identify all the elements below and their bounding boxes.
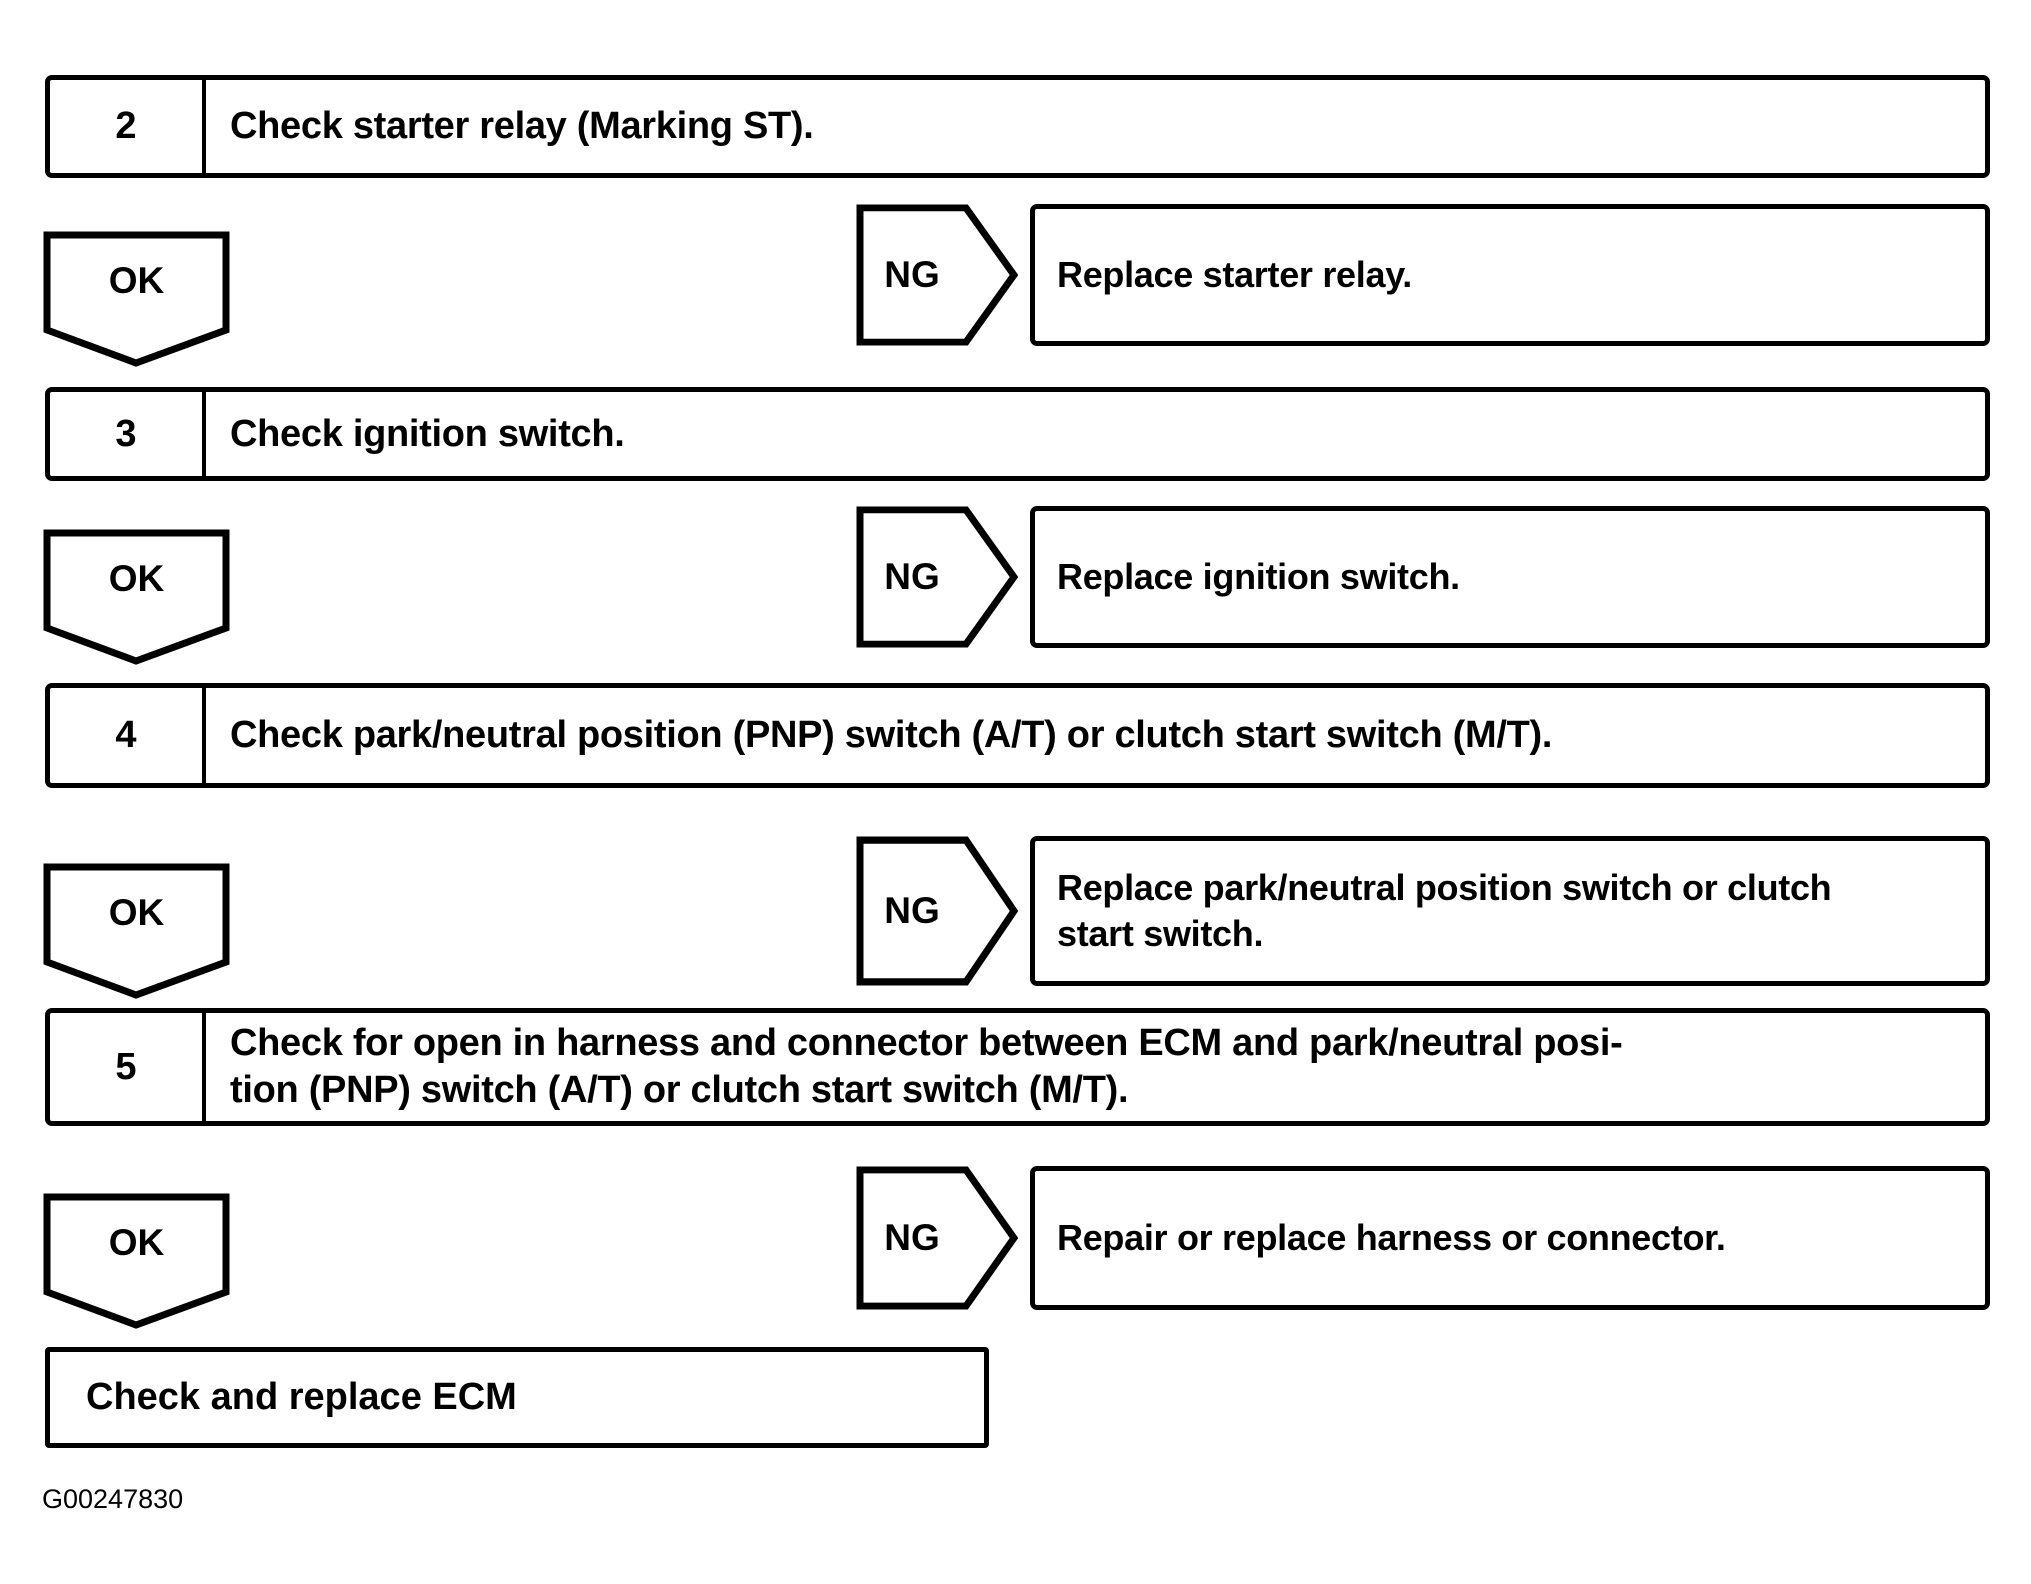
figure-id: G00247830: [42, 1484, 184, 1514]
ok-connector-4: [43, 1193, 230, 1329]
result-text-1-line-1: Replace starter relay.: [1057, 254, 1412, 295]
ok-connector-1: [43, 231, 230, 367]
step-number-5: 5: [50, 1013, 206, 1121]
step-instruction-2-line-1: Check starter relay (Marking ST).: [230, 105, 814, 147]
step-instruction-5: [206, 1013, 1985, 1121]
final-action-text: Check and replace ECM: [86, 1376, 517, 1418]
step-instruction-5-line-1: Check for open in harness and connector between ECM and park/neutral posi-: [230, 1022, 1623, 1064]
ng-label-1: NG: [884, 254, 940, 295]
ng-label-2: NG: [884, 556, 940, 597]
ok-label-4: OK: [108, 1221, 165, 1263]
ok-label-1: OK: [108, 259, 165, 301]
step-instruction-4: [206, 688, 1985, 783]
result-box-3: [1030, 836, 1990, 986]
step-number-3: 3: [50, 392, 206, 476]
ng-connector-2: [856, 506, 1018, 648]
ok-connector-3: [43, 863, 230, 999]
ok-label-3: OK: [108, 891, 165, 933]
final-action-box: [45, 1347, 989, 1448]
step-number-4: 4: [50, 688, 206, 783]
result-text-2-line-1: Replace ignition switch.: [1057, 556, 1460, 597]
step-box-2: [45, 75, 1990, 178]
result-box-2: [1030, 506, 1990, 648]
ng-connector-3: [856, 836, 1018, 986]
step-box-4: [45, 683, 1990, 788]
ok-label-2: OK: [108, 557, 165, 599]
result-box-1: [1030, 204, 1990, 346]
result-text-3-line-2: start switch.: [1057, 913, 1264, 954]
ng-label-4: NG: [884, 1217, 940, 1258]
result-text-3-line-1: Replace park/neutral position switch or clutch: [1057, 867, 1832, 908]
result-box-4: [1030, 1166, 1990, 1310]
ng-connector-1: [856, 204, 1018, 346]
step-instruction-4-line-1: Check park/neutral position (PNP) switch (A/T) or clutch start switch (M/T).: [230, 714, 1553, 756]
step-instruction-3-line-1: Check ignition switch.: [230, 412, 625, 455]
step-box-3: [45, 387, 1990, 481]
step-instruction-2: [206, 80, 1985, 173]
ng-label-3: NG: [884, 890, 940, 931]
step-number-2: 2: [50, 80, 206, 173]
step-instruction-3: [206, 392, 1985, 476]
step-instruction-5-line-2: tion (PNP) switch (A/T) or clutch start switch (M/T).: [230, 1069, 1129, 1111]
step-box-5: [45, 1008, 1990, 1126]
result-text-4-line-1: Repair or replace harness or connector.: [1057, 1217, 1726, 1258]
ok-connector-2: [43, 529, 230, 665]
ng-connector-4: [856, 1166, 1018, 1310]
